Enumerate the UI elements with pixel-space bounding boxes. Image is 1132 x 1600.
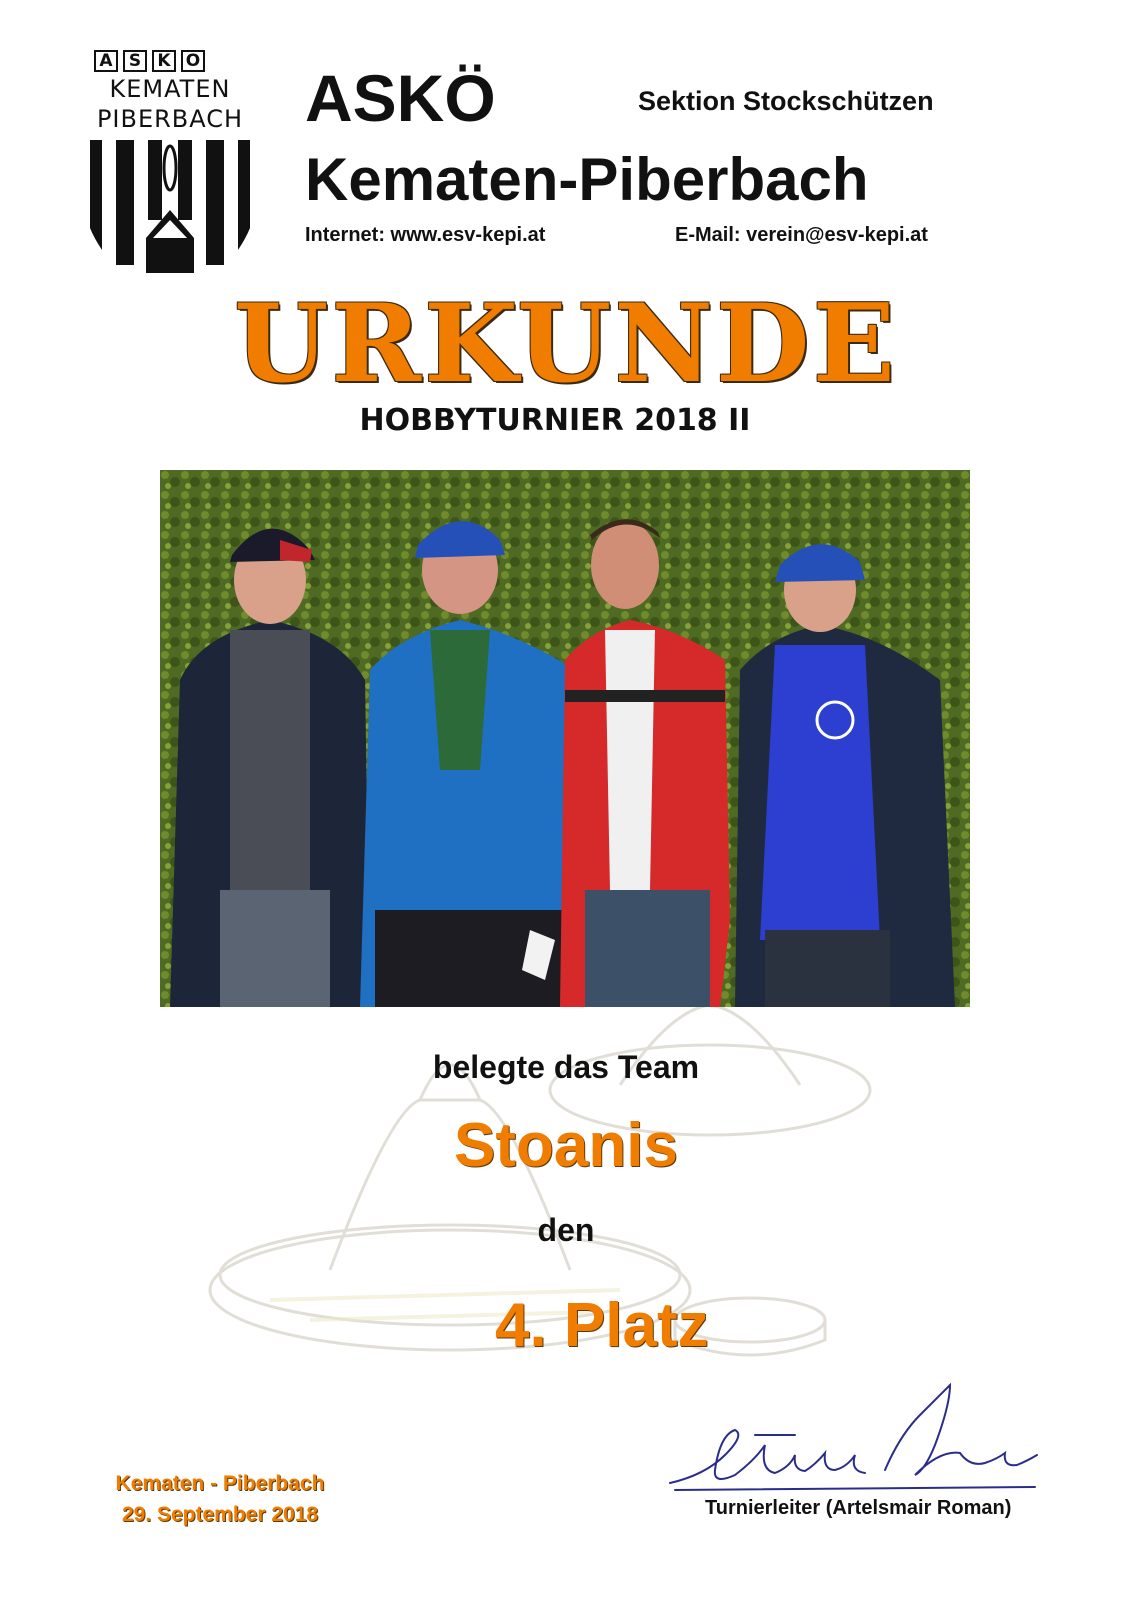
club-name-short: ASKÖ: [305, 61, 496, 135]
tournament-name: HOBBYTURNIER 2018 II: [359, 403, 751, 438]
logo-letter-boxes: [94, 50, 205, 72]
logo-line-piberbach: PIBERBACH: [96, 105, 244, 133]
email-link[interactable]: E-Mail: verein@esv-kepi.at: [675, 224, 928, 246]
footer-date: 29. September 2018: [121, 1503, 319, 1526]
logo-shield-icon: [88, 138, 252, 275]
logo-letter: S: [123, 50, 147, 72]
certificate-title: URKUNDE: [234, 281, 898, 407]
logo-line-kematen: KEMATEN: [109, 75, 231, 103]
logo-letter: A: [94, 50, 118, 72]
team-intro-text: belegte das Team: [432, 1049, 700, 1085]
team-photo: [160, 470, 970, 1007]
internet-link[interactable]: Internet: www.esv-kepi.at: [305, 224, 546, 246]
signature-caption: Turnierleiter (Artelsmair Roman): [705, 1497, 1012, 1519]
team-name: Stoanis: [454, 1111, 678, 1180]
footer-location: Kematen - Piberbach: [115, 1472, 325, 1495]
club-logo: [88, 50, 252, 275]
section-name: Sektion Stockschützen: [638, 86, 934, 116]
placement: 4. Platz: [495, 1291, 709, 1360]
logo-letter: Ö: [181, 50, 205, 72]
club-name-long: Kematen-Piberbach: [305, 146, 869, 213]
place-intro-text: den: [537, 1212, 595, 1248]
handwritten-signature: [665, 1375, 1045, 1515]
logo-letter: K: [152, 50, 176, 72]
